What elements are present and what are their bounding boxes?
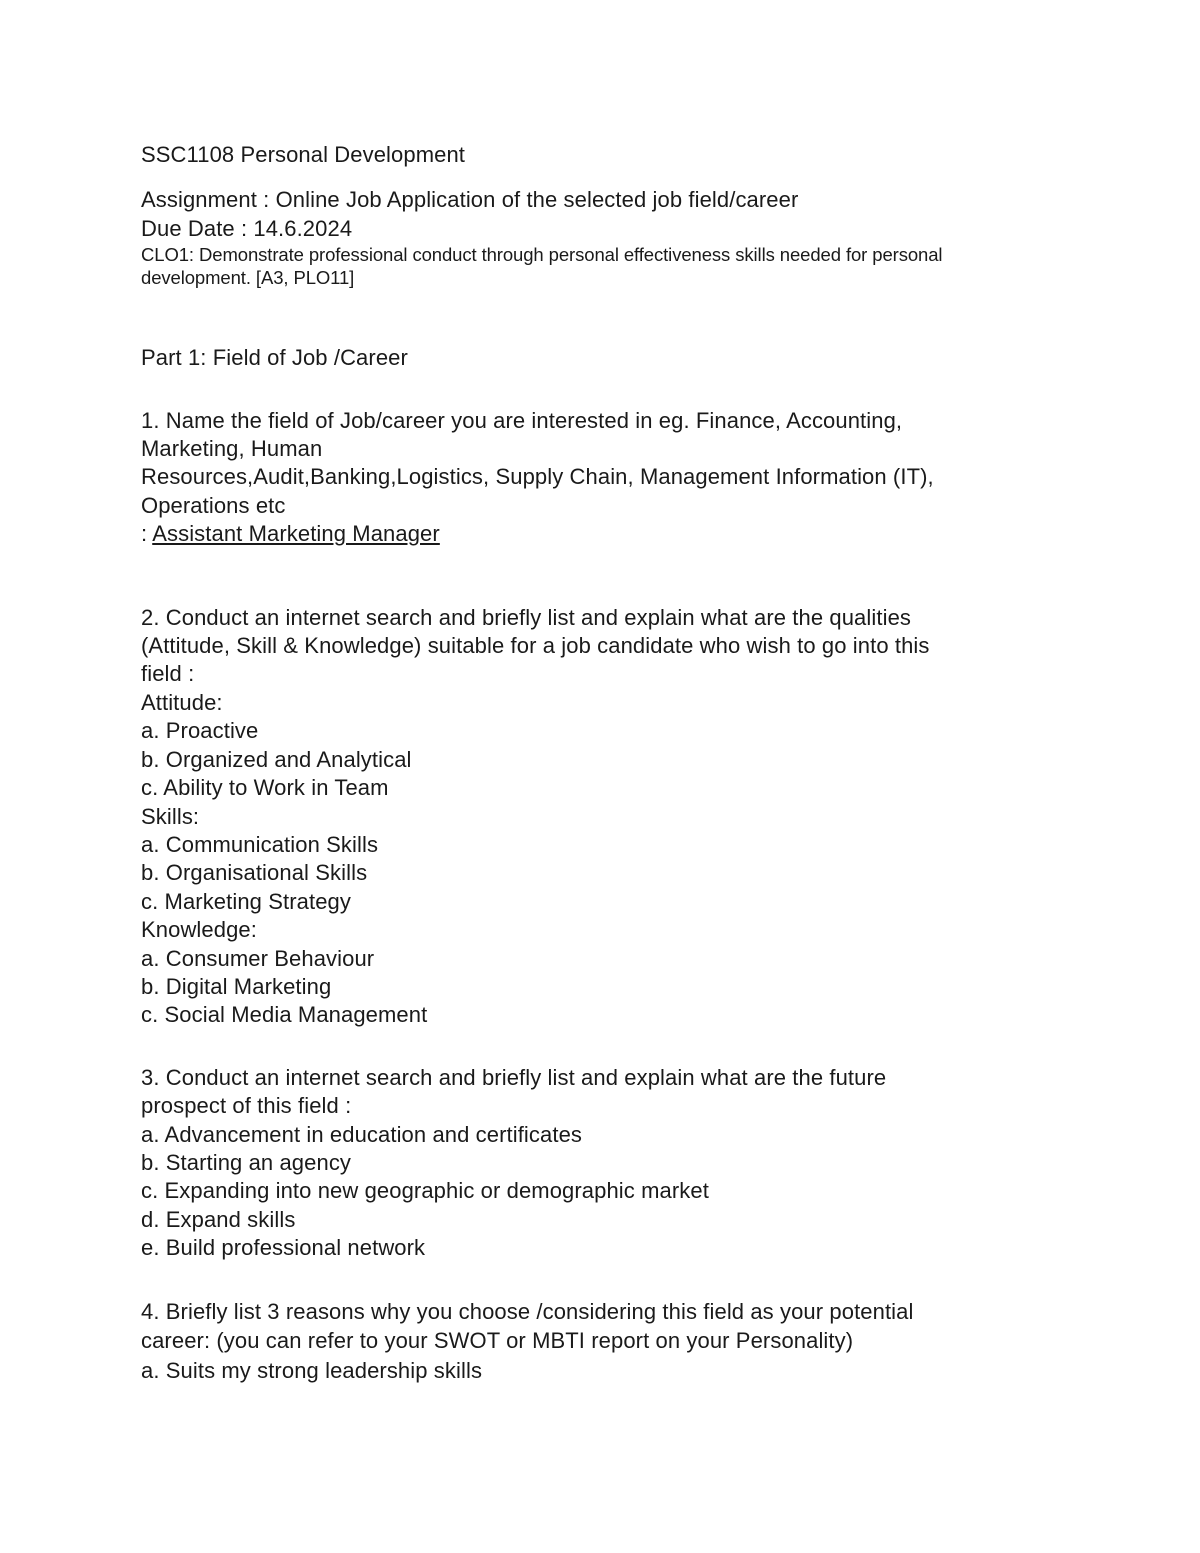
document-title: SSC1108 Personal Development (141, 142, 466, 167)
clo-statement: CLO1: Demonstrate professional conduct through personal effectiveness skills needed for personal development. [A3, PLO11] (141, 244, 943, 289)
list-item: a. Advancement in education and certificates (141, 1121, 583, 1147)
question-4-line: career: (you can refer to your SWOT or MBTI report on your Personality) (141, 1328, 854, 1354)
list-item: b. Organisational Skills (141, 860, 368, 886)
list-item: c. Expanding into new geographic or demographic market (141, 1178, 709, 1204)
document-page (141, 141, 1061, 1385)
question-2 (141, 604, 1061, 1030)
skills-label: Skills: (141, 803, 200, 829)
knowledge-label: Knowledge: (141, 917, 257, 943)
list-item: a. Suits my strong leadership skills (141, 1357, 483, 1383)
attitude-label: Attitude: (141, 689, 223, 715)
question-1-line: Operations etc (141, 492, 286, 518)
question-1-answer-line (141, 520, 1061, 548)
list-item: d. Expand skills (141, 1206, 296, 1232)
list-item: a. Consumer Behaviour (141, 945, 375, 971)
part1-heading: Part 1: Field of Job /Career (141, 345, 408, 371)
question-3-line: prospect of this field : (141, 1093, 352, 1119)
question-1-line: Resources,Audit,Banking,Logistics, Supply Chain, Management Information (IT), (141, 464, 934, 490)
answer-prefix: : (141, 521, 153, 547)
question-2-line: field : (141, 661, 195, 687)
list-item: c. Marketing Strategy (141, 888, 351, 914)
list-item: c. Social Media Management (141, 1002, 428, 1028)
question-3 (141, 1064, 1061, 1263)
list-item: e. Build professional network (141, 1235, 426, 1261)
due-date-line: Due Date : 14.6.2024 (141, 215, 353, 241)
list-item: b. Starting an agency (141, 1149, 352, 1175)
list-item: b. Organized and Analytical (141, 746, 412, 772)
question-4 (141, 1297, 1061, 1386)
question-1-answer: Assistant Marketing Manager (152, 521, 440, 547)
list-item: b. Digital Marketing (141, 973, 332, 999)
question-2-line: 2. Conduct an internet search and briefly list and explain what are the qualities (141, 604, 911, 630)
list-item: c. Ability to Work in Team (141, 775, 389, 801)
assignment-line: Assignment : Online Job Application of the selected job field/career (141, 187, 799, 213)
question-2-line: (Attitude, Skill & Knowledge) suitable for a job candidate who wish to go into this (141, 633, 930, 659)
question-1-line: Marketing, Human (141, 436, 323, 462)
question-1 (141, 407, 1061, 549)
list-item: a. Proactive (141, 718, 259, 744)
question-4-line: 4. Briefly list 3 reasons why you choose /considering this field as your potential (141, 1298, 914, 1324)
question-1-line: 1. Name the field of Job/career you are interested in eg. Finance, Accounting, (141, 407, 903, 433)
question-3-line: 3. Conduct an internet search and briefly list and explain what are the future (141, 1064, 887, 1090)
list-item: a. Communication Skills (141, 831, 379, 857)
